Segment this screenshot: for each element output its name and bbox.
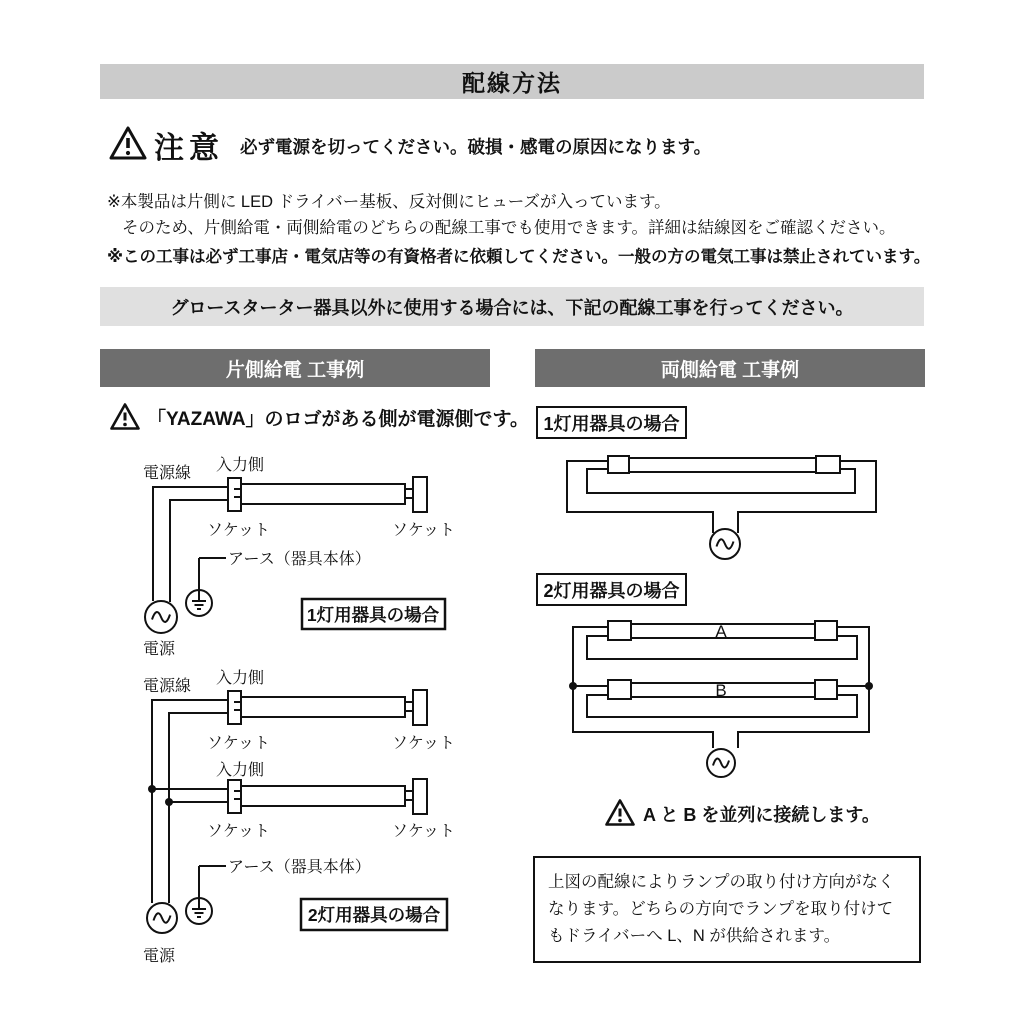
tube-end-cap-right bbox=[816, 456, 840, 473]
label-power-source: 電源 bbox=[143, 948, 176, 965]
note-product-line1: ※本製品は片側に LED ドライバー基板、反対側にヒューズが入っています。 bbox=[107, 193, 671, 211]
diagram-both-side-one-lamp bbox=[535, 445, 925, 570]
right-case-one-lamp-text: 1灯用器具の場合 bbox=[543, 413, 680, 434]
page-title-bar bbox=[100, 64, 924, 99]
left-column-header bbox=[100, 349, 490, 387]
label-socket-1r: ソケット bbox=[392, 735, 456, 752]
wire-outer-left bbox=[573, 627, 713, 748]
ac-power-source-symbol bbox=[707, 749, 735, 777]
warning-icon bbox=[109, 402, 141, 431]
junction-dot bbox=[569, 682, 577, 690]
label-socket-2r: ソケット bbox=[392, 823, 456, 840]
note-product-line2: そのため、片側給電・両側給電のどちらの配線工事でも使用できます。詳細は結線図をご確認ください。 bbox=[122, 219, 896, 237]
instruction-banner-text: グロースターター器具以外に使用する場合には、下記の配線工事を行ってください。 bbox=[170, 297, 854, 318]
yazawa-logo-warning: 「YAZAWA」のロゴがある側が電源側です。 bbox=[147, 409, 530, 430]
right-column-header-text: 両側給電 工事例 bbox=[660, 359, 800, 381]
wiring-note-text: 上図の配線によりランプの取り付け方向がなくなります。どちらの方向でランプを取り付けてもドライバーへ L、N が供給されます。 bbox=[548, 873, 895, 945]
warning-icon bbox=[108, 125, 148, 161]
socket-left bbox=[228, 691, 241, 724]
caption-two-lamp: 2灯用器具の場合 bbox=[307, 905, 441, 925]
ac-power-source-symbol bbox=[710, 529, 740, 559]
socket-right bbox=[413, 477, 427, 512]
right-case-box-one-lamp bbox=[536, 406, 687, 439]
junction-dot bbox=[865, 682, 873, 690]
label-input-side-1: 入力側 bbox=[216, 670, 265, 687]
junction-dot bbox=[165, 798, 173, 806]
right-case-two-lamp-text: 2灯用器具の場合 bbox=[543, 580, 680, 601]
instruction-banner bbox=[100, 287, 924, 326]
left-column-header-text: 片側給電 工事例 bbox=[225, 359, 365, 381]
earth-ground-symbol bbox=[186, 590, 212, 616]
right-case-box-two-lamp bbox=[536, 573, 687, 606]
earth-ground-symbol bbox=[186, 898, 212, 924]
tube-end-cap-right bbox=[815, 621, 837, 640]
diagram-one-side-one-lamp bbox=[100, 440, 490, 665]
diagram-one-side-two-lamp bbox=[100, 660, 490, 980]
parallel-connection-warning: A と B を並列に接続します。 bbox=[643, 805, 880, 825]
label-power-line: 電源線 bbox=[143, 465, 192, 482]
label-socket-left: ソケット bbox=[207, 522, 271, 539]
right-column-header bbox=[535, 349, 925, 387]
wiring-note-box bbox=[533, 856, 921, 963]
junction-dot bbox=[148, 785, 156, 793]
socket-right bbox=[413, 690, 427, 725]
wire-outer-right bbox=[738, 627, 869, 748]
socket-left bbox=[228, 780, 241, 813]
label-earth: アース（器具本体） bbox=[228, 551, 371, 568]
label-earth: アース（器具本体） bbox=[228, 859, 371, 876]
diagram-both-side-two-lamp bbox=[535, 612, 925, 794]
label-socket-2l: ソケット bbox=[207, 823, 271, 840]
socket-right bbox=[413, 779, 427, 814]
tube-end-cap-right bbox=[815, 680, 837, 699]
label-power-source: 電源 bbox=[143, 641, 176, 658]
label-socket-right: ソケット bbox=[392, 522, 456, 539]
note-qualified-electrician: ※この工事は必ず工事店・電気店等の有資格者に依頼してください。一般の方の電気工事は禁止されています。 bbox=[107, 248, 931, 266]
wire-live bbox=[153, 487, 228, 601]
caution-text: 必ず電源を切ってください。破損・感電の原因になります。 bbox=[240, 137, 712, 157]
lamp-tube bbox=[629, 458, 816, 472]
page-title: 配線方法 bbox=[462, 70, 562, 96]
label-input-side-2: 入力側 bbox=[216, 762, 265, 779]
label-lamp-a: A bbox=[715, 622, 727, 641]
tube-end-cap-left bbox=[608, 680, 631, 699]
label-power-line: 電源線 bbox=[143, 678, 192, 695]
ac-power-source-symbol bbox=[145, 601, 177, 633]
lamp-tube bbox=[241, 697, 405, 717]
tube-end-cap-left bbox=[608, 456, 629, 473]
lamp-tube bbox=[241, 786, 405, 806]
tube-end-cap-left bbox=[608, 621, 631, 640]
label-input-side: 入力側 bbox=[216, 457, 265, 474]
label-lamp-b: B bbox=[715, 681, 727, 700]
label-socket-1l: ソケット bbox=[207, 735, 271, 752]
lamp-tube bbox=[241, 484, 405, 504]
warning-icon bbox=[604, 798, 636, 827]
caption-one-lamp: 1灯用器具の場合 bbox=[306, 605, 440, 625]
ac-power-source-symbol bbox=[147, 903, 177, 933]
socket-left bbox=[228, 478, 241, 511]
caution-heading: 注意 bbox=[154, 132, 224, 165]
